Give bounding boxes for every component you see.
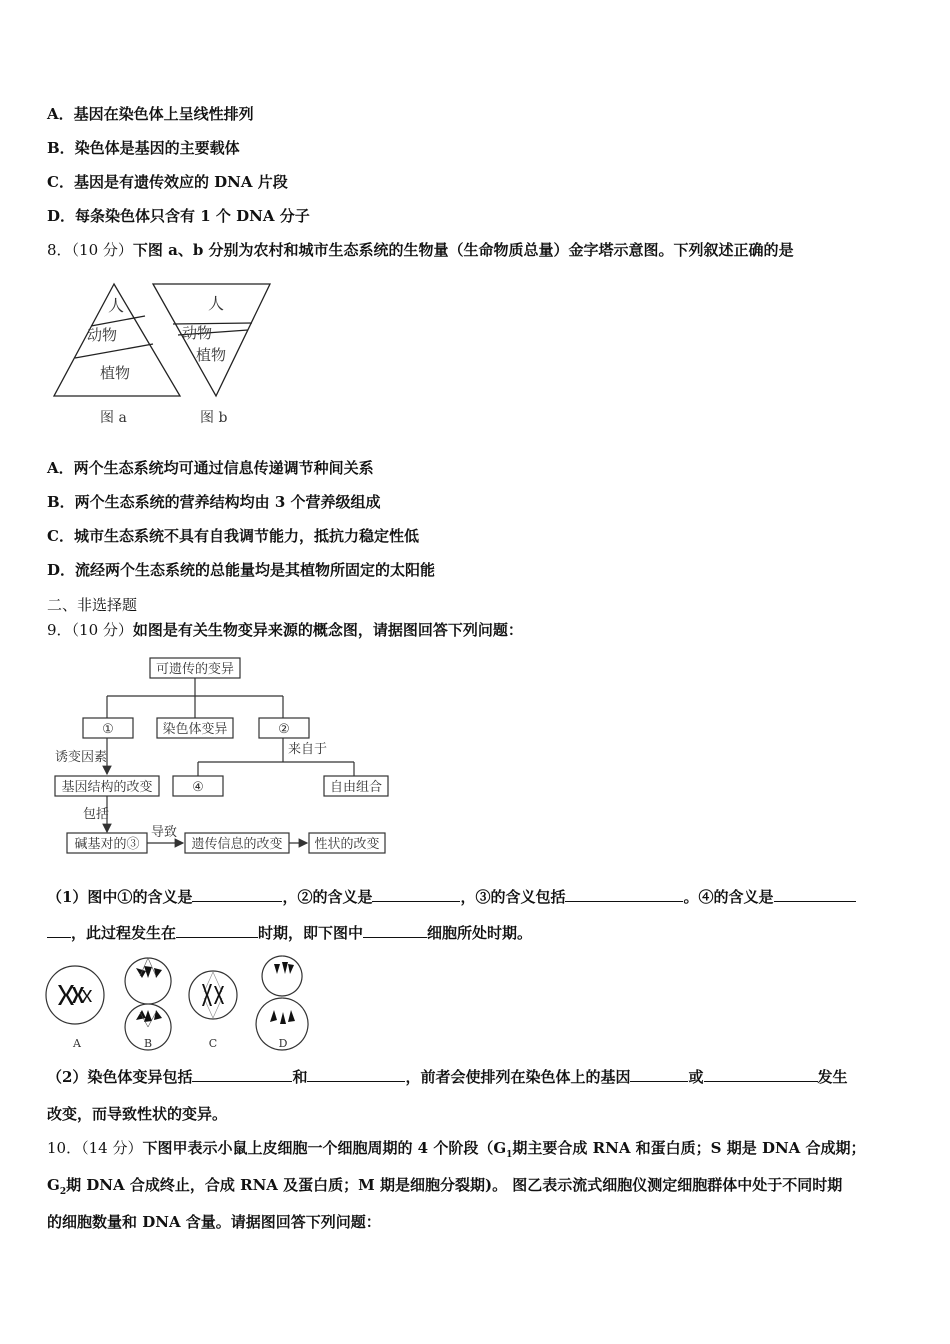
cell-d <box>256 956 308 1050</box>
blank-1[interactable] <box>192 887 282 902</box>
blank-8[interactable] <box>307 1067 405 1082</box>
blank-4[interactable] <box>774 887 856 902</box>
q10-line2 <box>47 1174 842 1197</box>
node-free-comb-label: 自由组合 <box>329 780 383 795</box>
blank-10[interactable] <box>704 1067 818 1082</box>
pyramid-b-bottom-label: 植物 <box>196 346 227 364</box>
q9-p1-seg2: ，②的含义是 <box>282 888 373 906</box>
q9-p2-seg1: （2）染色体变异包括 <box>47 1068 193 1086</box>
cell-a <box>46 966 104 1024</box>
q9-p1-seg3: ，③的含义包括 <box>460 888 566 906</box>
edge-include-label: 包括 <box>83 807 110 822</box>
pyramid-b-mid-label: 动物 <box>182 324 213 342</box>
pyramid-a-top-label: 人 <box>108 296 125 315</box>
q9-part2-line2: 改变，而导致性状的变异。 <box>47 1105 228 1123</box>
node-info-change-label: 遗传信息的改变 <box>191 837 283 852</box>
cell-c <box>189 971 237 1019</box>
q8-option-b: B．两个生态系统的营养结构均由 3 个营养级组成 <box>47 493 381 511</box>
blank-5[interactable] <box>176 923 258 938</box>
cell-label-c: C <box>208 1037 218 1050</box>
q8-option-a: A．两个生态系统均可通过信息传递调节种间关系 <box>47 459 374 477</box>
q9-p2-seg5: 发生 <box>817 1068 848 1086</box>
q8-stem <box>47 239 794 260</box>
q8-stem-text: 下图 a、b 分别为农村和城市生态系统的生物量（生命物质总量）金字塔示意图。下列叙述正确的是 <box>132 241 794 259</box>
q9-part2-line1 <box>47 1066 848 1087</box>
q9-number: 9．（10 分） <box>47 621 133 639</box>
q9-p1-seg4: 。④的含义是 <box>683 888 774 906</box>
q10-number: 10．（14 分） <box>47 1139 143 1157</box>
cell-label-b: B <box>143 1037 153 1050</box>
q9-part1-line1 <box>47 886 856 907</box>
q9-p1-line2-seg3: 细胞所处时期。 <box>427 924 533 942</box>
node-root-label: 可遗传的变异 <box>155 662 235 677</box>
q7-option-a: A．基因在染色体上呈线性排列 <box>47 105 254 123</box>
blank-3[interactable] <box>565 887 683 902</box>
blank-6[interactable] <box>363 923 427 938</box>
q9-p2-seg2: 和 <box>292 1068 308 1086</box>
q9-p2-seg4: 或 <box>688 1068 704 1086</box>
edge-mutagen-label: 诱变因素 <box>55 750 108 765</box>
pyramid-a-caption: 图 a <box>100 410 127 426</box>
section-heading: 二、非选择题 <box>47 596 138 614</box>
q9-cell-figure <box>44 952 314 1052</box>
q9-part1-line2 <box>47 922 532 943</box>
pyramid-a-mid-label: 动物 <box>87 326 118 344</box>
edge-from-label: 来自于 <box>288 742 328 757</box>
q10-line2a: G <box>47 1176 60 1194</box>
q8-pyramid-figure <box>50 278 280 430</box>
node-gene-change-label: 基因结构的改变 <box>61 780 153 795</box>
pyramid-b-top-label: 人 <box>208 294 225 313</box>
node-base-pair-label: 碱基对的③ <box>74 837 140 852</box>
q10-line1b: 期主要合成 RNA 和蛋白质；S 期是 DNA 合成期； <box>512 1139 866 1157</box>
q7-option-b: B．染色体是基因的主要载体 <box>47 139 240 157</box>
q10-line1a: 下图甲表示小鼠上皮细胞一个细胞周期的 4 个阶段（G <box>142 1139 507 1157</box>
node-chrom-label: 染色体变异 <box>162 722 228 737</box>
blank-9[interactable] <box>630 1067 688 1082</box>
pyramid-b-caption: 图 b <box>200 410 228 426</box>
q9-concept-map <box>45 652 395 857</box>
edge-lead-label: 导致 <box>151 825 178 840</box>
q8-number: 8．（10 分） <box>47 241 133 259</box>
blank-2[interactable] <box>372 887 460 902</box>
q9-p1-line2-seg1: ，此过程发生在 <box>71 924 177 942</box>
cell-label-a: A <box>73 1037 81 1050</box>
q10-line3: 的细胞数量和 DNA 含量。请据图回答下列问题： <box>47 1213 381 1231</box>
pyramid-a-bottom-label: 植物 <box>100 364 131 382</box>
q9-p1-seg1: （1）图中①的含义是 <box>47 888 193 906</box>
node-trait-change-label: 性状的改变 <box>314 837 380 852</box>
q10-line2b: 期 DNA 合成终止，合成 RNA 及蛋白质；M 期是细胞分裂期)。 图乙表示流式细胞仪测定细胞群体中处于不同时期 <box>66 1176 843 1194</box>
blank-4-cont[interactable] <box>47 923 71 938</box>
node-1-label: ① <box>102 722 114 737</box>
q8-option-c: C．城市生态系统不具有自我调节能力，抵抗力稳定性低 <box>47 527 419 545</box>
q10-line1 <box>47 1137 866 1160</box>
q7-option-d: D．每条染色体只含有 1 个 DNA 分子 <box>47 207 310 225</box>
q10-sub1: 1 <box>506 1150 513 1160</box>
node-4-label: ④ <box>192 780 204 795</box>
q10-sub2: 2 <box>59 1187 67 1197</box>
q9-stem-text: 如图是有关生物变异来源的概念图，请据图回答下列问题： <box>132 621 523 639</box>
q9-stem <box>47 619 523 640</box>
node-2-label: ② <box>278 722 290 737</box>
q9-p2-seg3: ，前者会使排列在染色体上的基因 <box>405 1068 631 1086</box>
q7-option-c: C．基因是有遗传效应的 DNA 片段 <box>47 173 288 191</box>
cell-label-d: D <box>278 1037 288 1050</box>
q8-option-d: D．流经两个生态系统的总能量均是其植物所固定的太阳能 <box>47 561 436 579</box>
blank-7[interactable] <box>192 1067 292 1082</box>
q9-p1-line2-seg2: 时期，即下图中 <box>258 924 364 942</box>
